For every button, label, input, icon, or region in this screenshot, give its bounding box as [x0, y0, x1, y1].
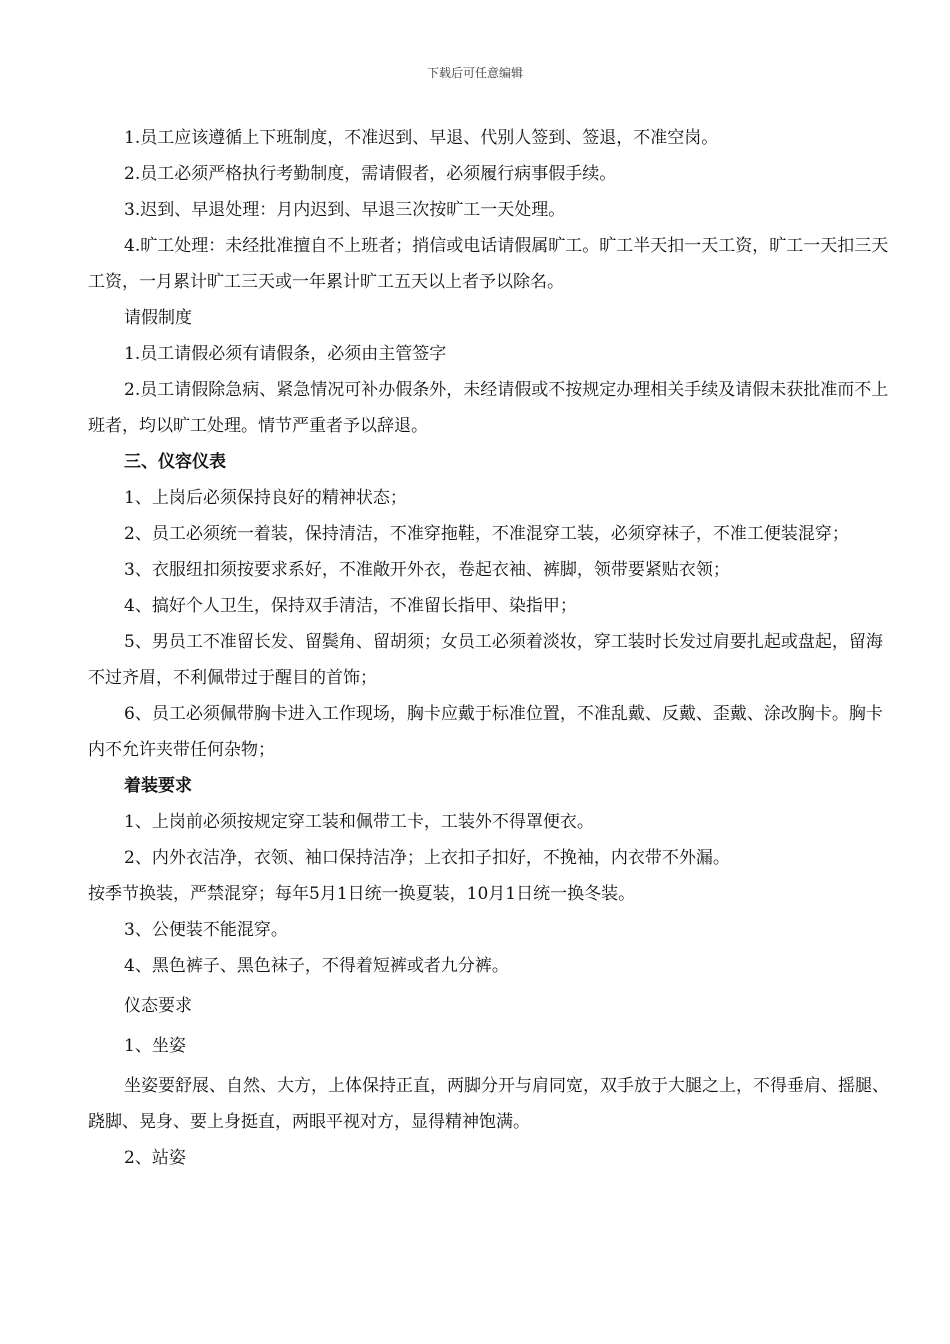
paragraph-dress-4: 4、黑色裤子、黑色袜子，不得着短裤或者九分裤。	[124, 956, 509, 976]
paragraph-dress-1: 1、上岗前必须按规定穿工装和佩带工卡，工装外不得罩便衣。	[124, 812, 594, 832]
heading-standing: 2、站姿	[124, 1148, 186, 1168]
paragraph-sitting: 坐姿要舒展、自然、大方，上体保持正直，两脚分开与肩同宽，双手放于大腿之上，不得垂肩、摇腿、跷脚、晃身、要上身挺直，两眼平视对方，显得精神饱满。	[88, 1076, 889, 1132]
paragraph-dress-3: 3、公便装不能混穿。	[124, 920, 288, 940]
paragraph-attendance-1: 1.员工应该遵循上下班制度，不准迟到、早退、代别人签到、签退，不准空岗。	[124, 128, 719, 148]
heading-sitting: 1、坐姿	[124, 1036, 186, 1056]
paragraph-leave-2: 2.员工请假除急病、紧急情况可补办假条外，未经请假或不按规定办理相关手续及请假未获批准而不上班者，均以旷工处理。情节严重者予以辞退。	[88, 380, 889, 436]
paragraph-appearance-3: 3、衣服纽扣须按要求系好，不准敞开外衣，卷起衣袖、裤脚，领带要紧贴衣领；	[124, 560, 730, 580]
paragraph-appearance-6: 6、员工必须佩带胸卡进入工作现场，胸卡应戴于标准位置，不准乱戴、反戴、歪戴、涂改胸卡。胸卡内不允许夹带任何杂物；	[88, 704, 883, 760]
paragraph-appearance-1: 1、上岗后必须保持良好的精神状态；	[124, 488, 407, 508]
heading-dress-code: 着装要求	[124, 776, 192, 796]
paragraph-appearance-5: 5、男员工不准留长发、留鬓角、留胡须；女员工必须着淡妆，穿工装时长发过肩要扎起或盘起，留海不过齐眉，不利佩带过于醒目的首饰；	[88, 632, 883, 688]
heading-posture: 仪态要求	[124, 996, 192, 1016]
page-header: 下载后可任意编辑	[426, 66, 523, 80]
paragraph-dress-season: 按季节换装，严禁混穿；每年5月1日统一换夏装，10月1日统一换冬装。	[88, 884, 636, 904]
paragraph-appearance-2: 2、员工必须统一着装，保持清洁，不准穿拖鞋，不准混穿工装，必须穿袜子，不准工便装混穿；	[124, 524, 849, 544]
paragraph-leave-1: 1.员工请假必须有请假条，必须由主管签字	[124, 344, 447, 364]
paragraph-attendance-4: 4.旷工处理：未经批准擅自不上班者；捎信或电话请假属旷工。旷工半天扣一天工资，旷工一天扣三天工资，一月累计旷工三天或一年累计旷工五天以上者予以除名。	[88, 236, 889, 292]
paragraph-attendance-3: 3.迟到、早退处理：月内迟到、早退三次按旷工一天处理。	[124, 200, 566, 220]
paragraph-dress-2: 2、内外衣洁净，衣领、袖口保持洁净；上衣扣子扣好，不挽袖，内衣带不外漏。	[124, 848, 730, 868]
paragraph-attendance-2: 2.员工必须严格执行考勤制度，需请假者，必须履行病事假手续。	[124, 164, 617, 184]
paragraph-appearance-4: 4、搞好个人卫生，保持双手清洁，不准留长指甲、染指甲；	[124, 596, 577, 616]
document-body	[88, 120, 896, 1176]
heading-appearance: 三、仪容仪表	[124, 452, 226, 472]
heading-leave-policy: 请假制度	[124, 308, 192, 328]
